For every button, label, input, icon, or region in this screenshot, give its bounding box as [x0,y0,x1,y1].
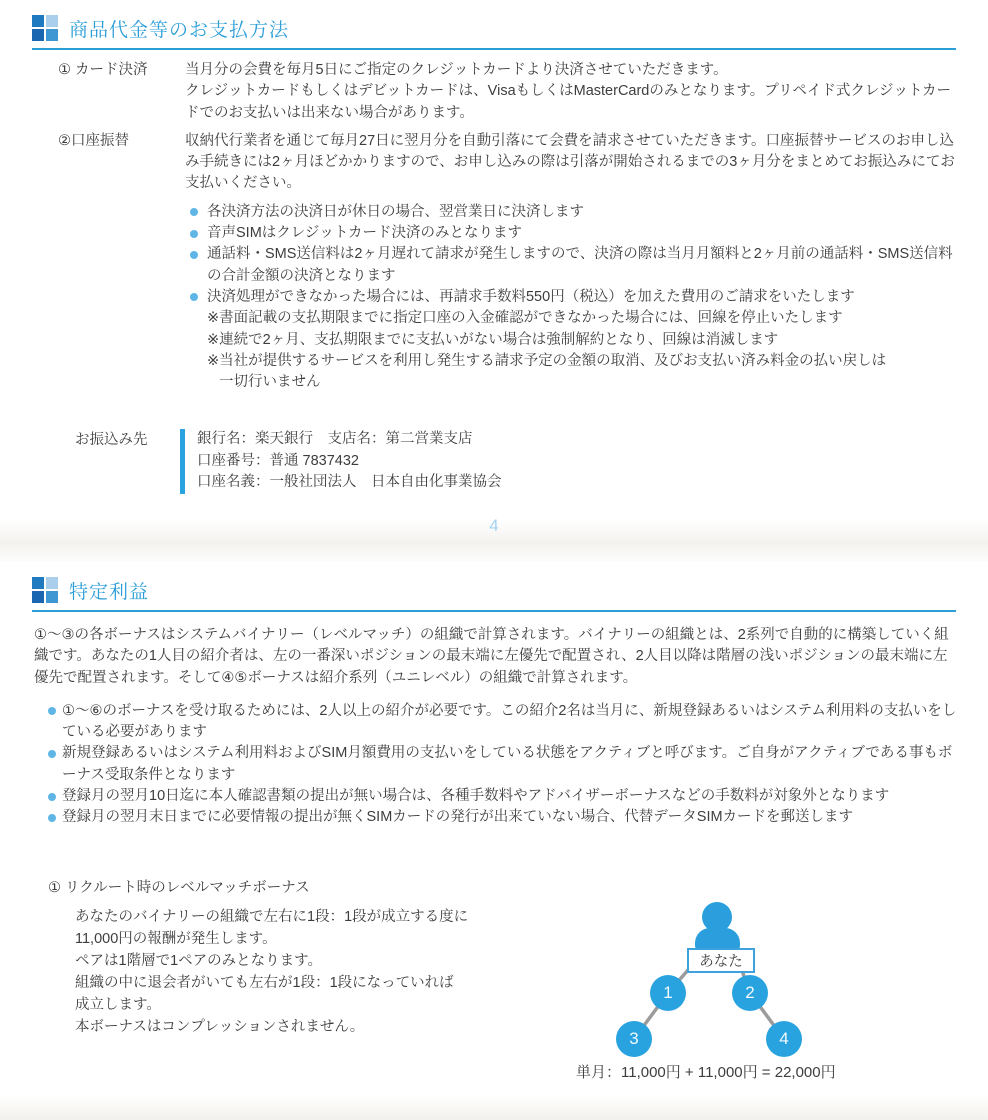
grid-squares-icon [32,15,59,42]
section-divider [32,610,956,612]
bonus-text-line: 本ボーナスはコンプレッションされません。 [75,1019,365,1035]
diagram-caption: 単月：11,000円 + 11,000円 = 22,000円 [576,1064,836,1081]
grid-square-top-right [46,577,58,589]
tree-node-2: 2 [732,975,768,1011]
bonus-text-line: ペアは1階層で1ペアのみとなります。 [75,953,322,969]
section-header-payment [32,0,956,42]
list-item [190,202,962,223]
grid-square-top-left [32,577,44,589]
bonus-title: ① リクルート時のレベルマッチボーナス [48,880,310,896]
list-item-text: 各決済方法の決済日が休日の場合、翌営業日に決済します [207,203,584,220]
payment-method-debit [58,131,958,195]
bullet-icon [190,251,198,259]
list-item [48,743,958,786]
list-item-text: 新規登録あるいはシステム利用料およびSIM月額費用の支払いをしている状態をアクティブと呼びます。ご自身がアクティブである事もボーナス受取条件となります [62,745,953,783]
footnote-continuation: 一切行いません [219,374,321,391]
benefit-intro-paragraph: ①〜③の各ボーナスはシステムバイナリー（レベルマッチ）の組織で計算されます。バイナリーの組織とは、2系列で自動的に構築していく組織です。あなたの1人目の紹介者は、左の一番深いポジションの最末端に左優先で配置され、2人目以降は階層の浅いポジションの最末端に左優先で配置されます。そして④⑤ボーナスは紹介系列（ユニレベル）の組織で計算されます。 [34,627,949,686]
page-1 [0,0,988,535]
section-title-benefit: 特定利益 [69,582,150,603]
footnote: ※書面記載の支払期限までに指定口座の入金確認ができなかった場合には、回線を停止いたします [207,310,843,327]
grid-square-bottom-right [46,591,58,603]
grid-square-top-right [46,15,58,27]
list-item-text: 決済処理ができなかった場合には、再請求手数料550円（税込）を加えた費用のご請求をいたします [207,288,855,305]
bank-transfer-label: お振込み先 [75,432,148,449]
grid-square-bottom-left [32,29,44,41]
payment-method-card-label: ① カード決済 [58,62,148,78]
bonus-text-line: 成立します。 [75,997,161,1013]
benefit-conditions-list [48,701,958,829]
page-2 [0,562,988,1095]
grid-squares-icon [32,577,59,604]
bullet-icon [190,293,198,301]
account-holder-line: 口座名義：一般社団法人 日本自由化事業協会 [197,474,502,491]
payment-debit-line-1: 収納代行業者を通じて毎月27日に翌月分を自動引落にて会費を請求させていただきます。口座振替サービスのお申し込み手続きには2ヶ月ほどかかりますので、お申し込みの際は引落が開始されるまでの3ヶ月分をまとめてお振込みにてお支払いください。 [185,132,955,192]
bullet-icon [48,707,56,715]
payment-notes-list [190,202,962,394]
list-item-text: 登録月の翌月10日迄に本人確認書類の提出が無い場合は、各種手数料やアドバイザーボーナスなどの手数料が対象外となります [62,788,890,805]
list-item-text: ①〜⑥のボーナスを受け取るためには、2人以上の紹介が必要です。この紹介2名は当月に、新規登録あるいはシステム利用料の支払いをしている必要があります [62,702,957,741]
grid-square-bottom-right [46,29,58,41]
tree-node-4: 4 [766,1021,802,1057]
list-item [48,807,958,828]
list-item-text: 登録月の翌月末日までに必要情報の提出が無くSIMカードの発行が出来ていない場合、代替データSIMカードを郵送します [62,809,854,826]
person-icon-body [695,928,740,950]
list-item-text: 通話料・SMS送信料は2ヶ月遅れて請求が発生しますので、決済の際は当月月額料と2ヶ月前の通話料・SMS送信料の合計金額の決済となります [207,246,953,284]
binary-tree-diagram [575,888,895,1095]
bullet-icon [190,208,198,216]
bonus-text-line: 組織の中に退会者がいても左右が1段：1段になっていれば [75,975,454,991]
page-number: 4 [489,515,499,535]
list-item [48,786,958,807]
list-item [190,244,962,287]
grid-square-bottom-left [32,591,44,603]
footnote: ※当社が提供するサービスを利用し発生する請求予定の金額の取消、及びお支払い済み料金の払い戻しは [207,352,887,369]
section-title-payment: 商品代金等のお支払方法 [69,20,290,41]
bullet-icon [48,814,56,822]
payment-card-line-1: 当月分の会費を毎月5日にご指定のクレジットカードより決済させていただきます。 [185,62,728,78]
list-item [190,287,962,308]
footnote: ※連続で2ヶ月、支払期限までに支払いがない場合は強制解約となり、回線は消滅します [207,331,779,348]
you-label: あなた [687,948,755,973]
bonus-text-line: あなたのバイナリーの組織で左右に1段：1段が成立する度に [75,909,469,925]
list-item-text: 音声SIMはクレジットカード決済のみとなります [207,225,522,242]
account-number-line: 口座番号：普通 7837432 [197,452,359,469]
section-header-benefit [32,562,956,604]
page-bottom-edge [0,1095,988,1120]
section-divider [32,48,956,50]
payment-method-debit-label: ②口座振替 [58,132,129,149]
bonus-text-line: 11,000円の報酬が発生します。 [75,931,277,947]
payment-card-line-2: クレジットカードもしくはデビットカードは、VisaもしくはMasterCardのみとなります。プリペイド式クレジットカードでのお支払いは出来ない場合があります。 [185,83,952,121]
level-match-bonus-section [48,876,548,1038]
payment-method-card [58,60,958,124]
grid-square-top-left [32,15,44,27]
tree-node-1: 1 [650,975,686,1011]
bank-transfer-info [75,429,988,494]
bullet-icon [48,750,56,758]
bullet-icon [190,230,198,238]
list-item [48,701,958,744]
bullet-icon [48,793,56,801]
list-item [190,223,962,244]
tree-node-3: 3 [616,1021,652,1057]
bank-name-line: 銀行名：楽天銀行 支店名：第二営業支店 [197,431,473,448]
accent-bar [180,429,185,494]
